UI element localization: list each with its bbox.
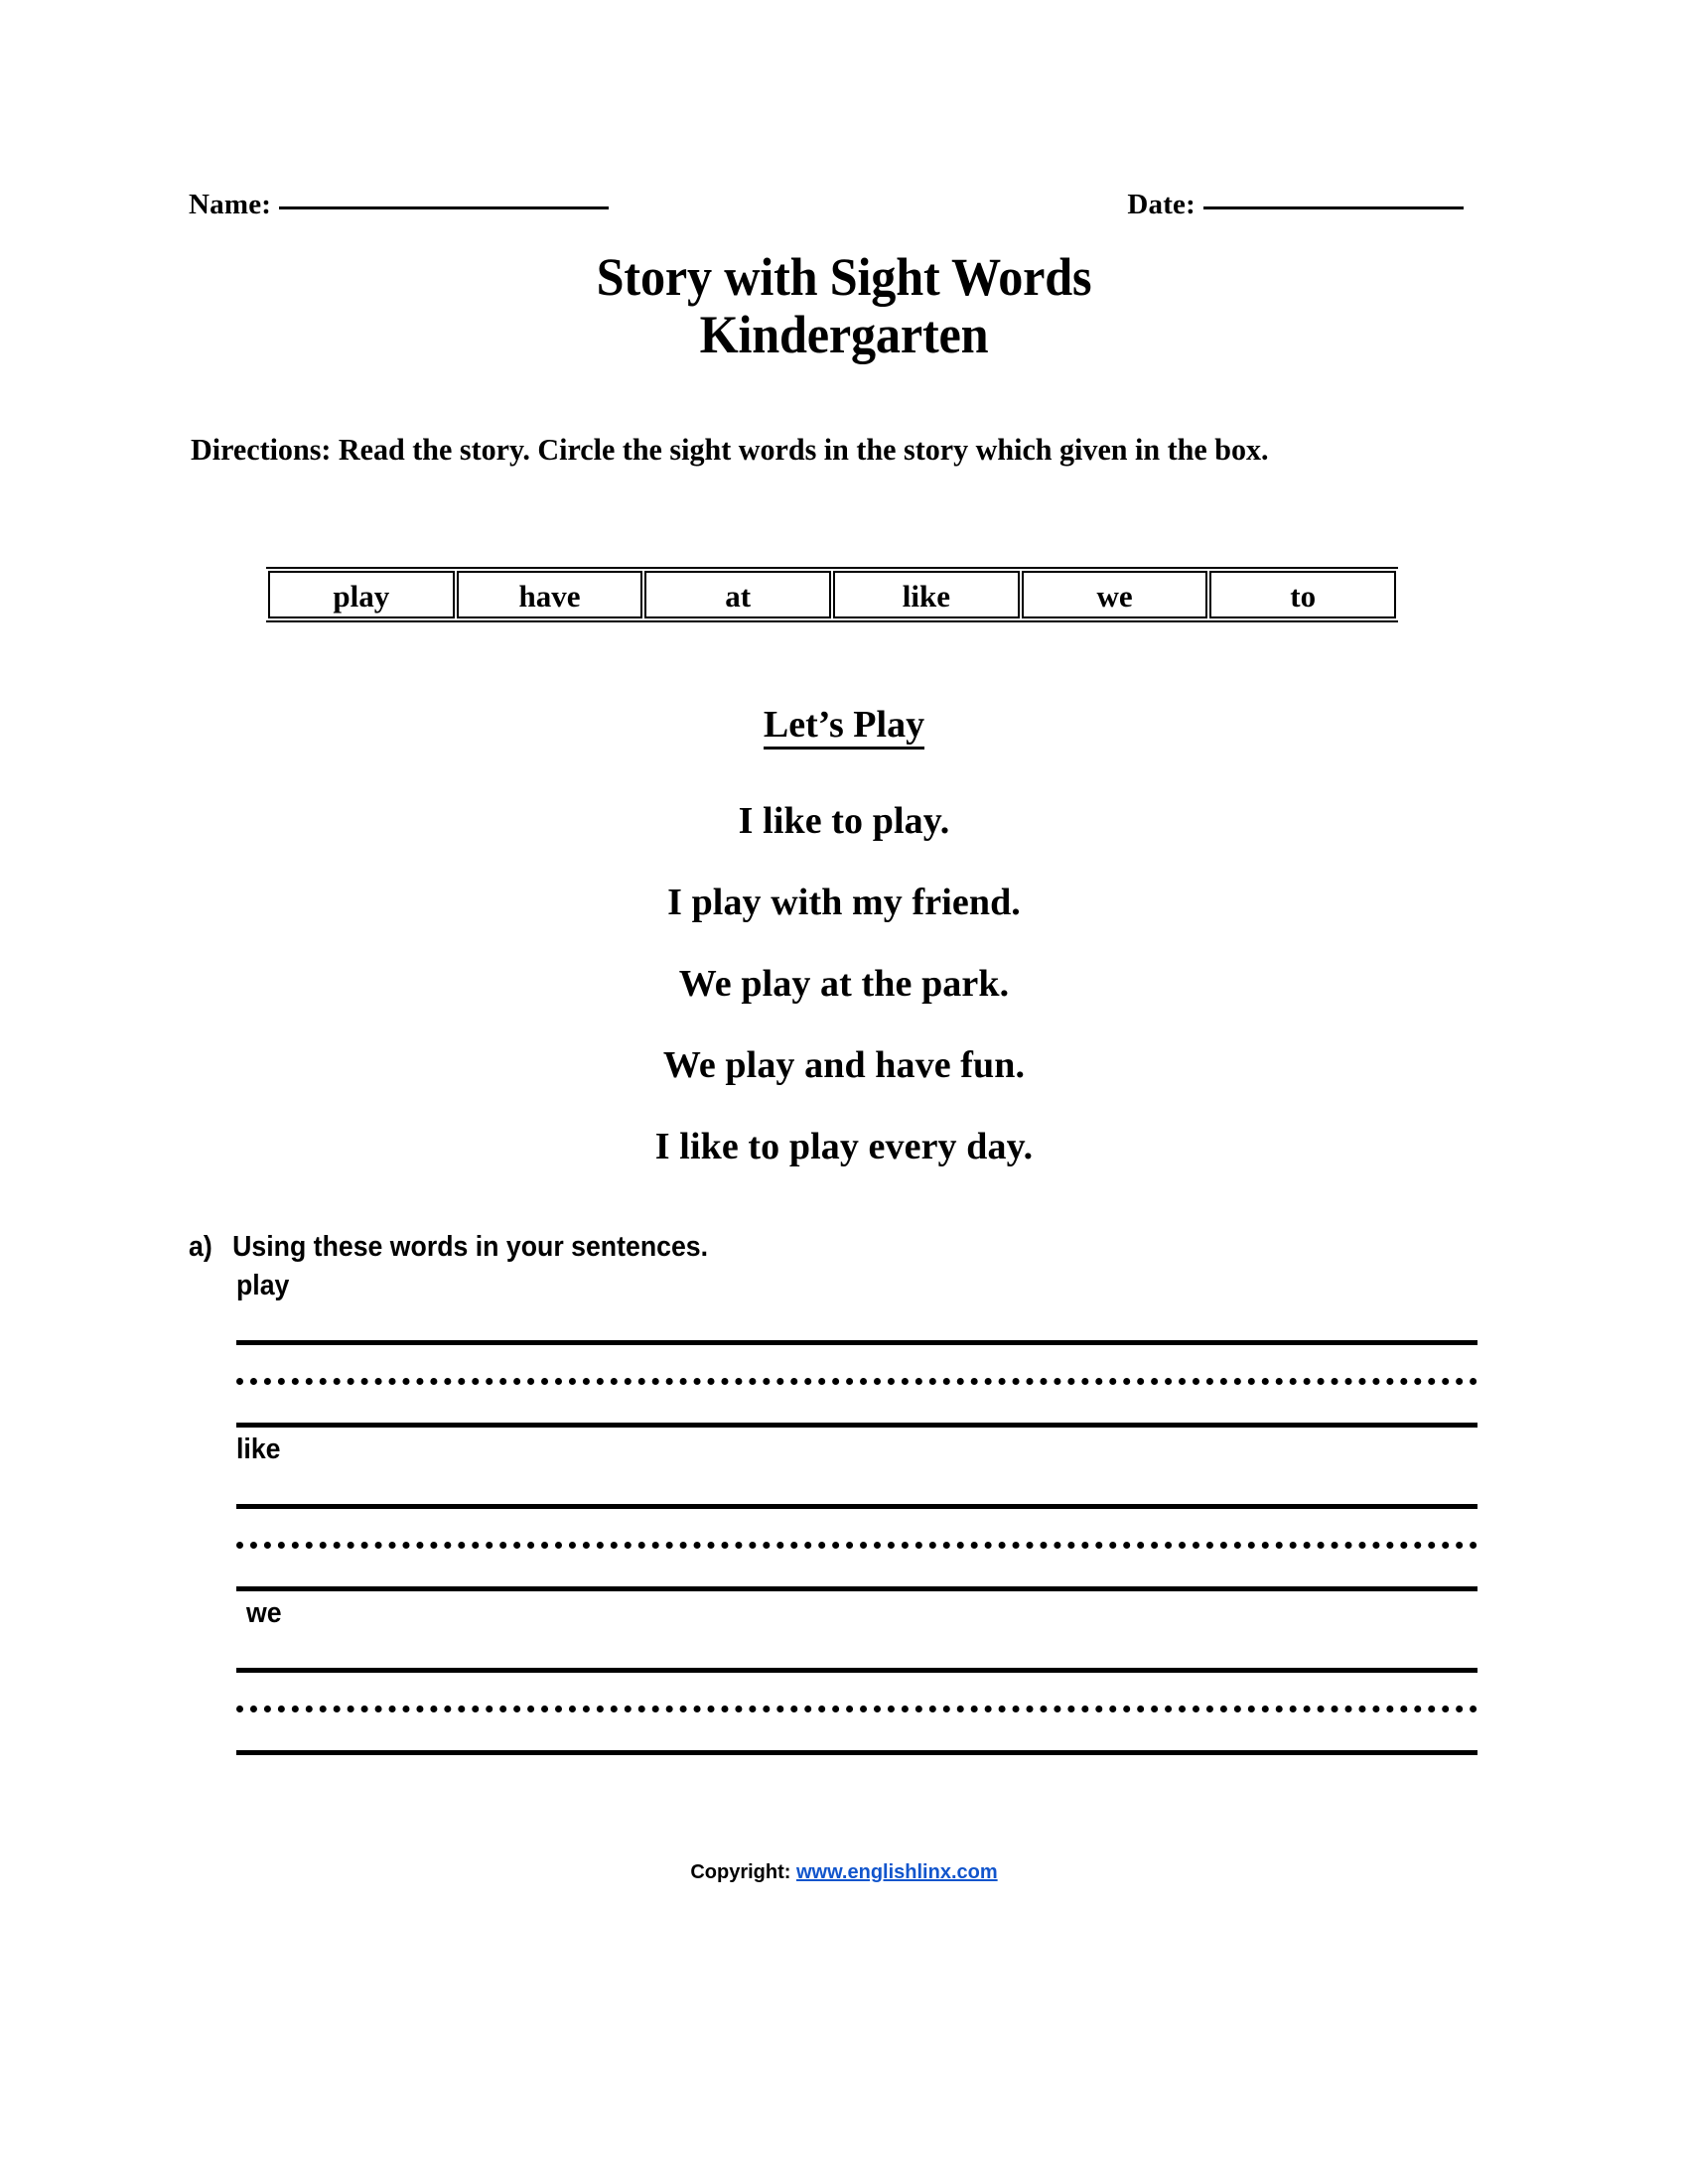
sight-word-box: [266, 567, 1398, 622]
title-line-1: Story with Sight Words: [596, 247, 1092, 307]
exercise-section: [189, 1231, 1499, 1755]
name-label: Name:: [189, 189, 272, 220]
story-line: I like to play every day.: [654, 1126, 1034, 1167]
story-title: [0, 703, 1688, 747]
word-cell[interactable]: at: [644, 571, 831, 618]
header-fields: [189, 189, 1470, 221]
word-cell[interactable]: have: [457, 571, 643, 618]
page-title: [0, 248, 1688, 364]
name-field[interactable]: [189, 189, 609, 221]
exercise-heading: [189, 1231, 1394, 1264]
exercise-marker: a): [189, 1231, 212, 1263]
word-cell[interactable]: play: [268, 571, 455, 618]
date-label: Date:: [1127, 189, 1196, 220]
story-body: [0, 799, 1688, 1206]
answer-line-dotted[interactable]: [236, 1378, 1477, 1385]
website-link[interactable]: www.englishlinx.com: [796, 1861, 998, 1883]
word-cell[interactable]: like: [833, 571, 1020, 618]
answer-line-dotted[interactable]: [236, 1706, 1477, 1712]
word-cell[interactable]: we: [1022, 571, 1208, 618]
directions-text: Directions: Read the story. Circle the sight words in the story which given in the box.: [191, 432, 1269, 467]
date-write-line[interactable]: [1203, 206, 1464, 209]
practice-word-we: we: [246, 1597, 282, 1629]
answer-line[interactable]: [236, 1750, 1477, 1755]
answer-line[interactable]: [236, 1586, 1477, 1591]
story-line: I play with my friend.: [667, 882, 1021, 923]
exercise-prompt: Using these words in your sentences.: [232, 1231, 709, 1263]
answer-line[interactable]: [236, 1504, 1477, 1509]
answer-line[interactable]: [236, 1340, 1477, 1345]
story-line: We play at the park.: [678, 963, 1010, 1005]
answer-lines-play: [236, 1340, 1477, 1428]
copyright-label: Copyright:: [690, 1861, 791, 1883]
answer-lines-we: [236, 1668, 1477, 1755]
answer-line[interactable]: [236, 1423, 1477, 1428]
answer-lines-like: [236, 1504, 1477, 1591]
answer-line-dotted[interactable]: [236, 1542, 1477, 1549]
date-field[interactable]: [1127, 189, 1464, 221]
practice-word-play: play: [236, 1270, 290, 1301]
footer-copyright: [0, 1861, 1688, 1884]
title-line-2: Kindergarten: [699, 305, 989, 365]
practice-word-like: like: [236, 1433, 281, 1465]
answer-line[interactable]: [236, 1668, 1477, 1673]
name-write-line[interactable]: [279, 206, 609, 209]
story-title-text: Let’s Play: [764, 704, 924, 750]
story-line: We play and have fun.: [662, 1044, 1026, 1086]
story-line: I like to play.: [738, 800, 950, 842]
word-cell[interactable]: to: [1209, 571, 1396, 618]
